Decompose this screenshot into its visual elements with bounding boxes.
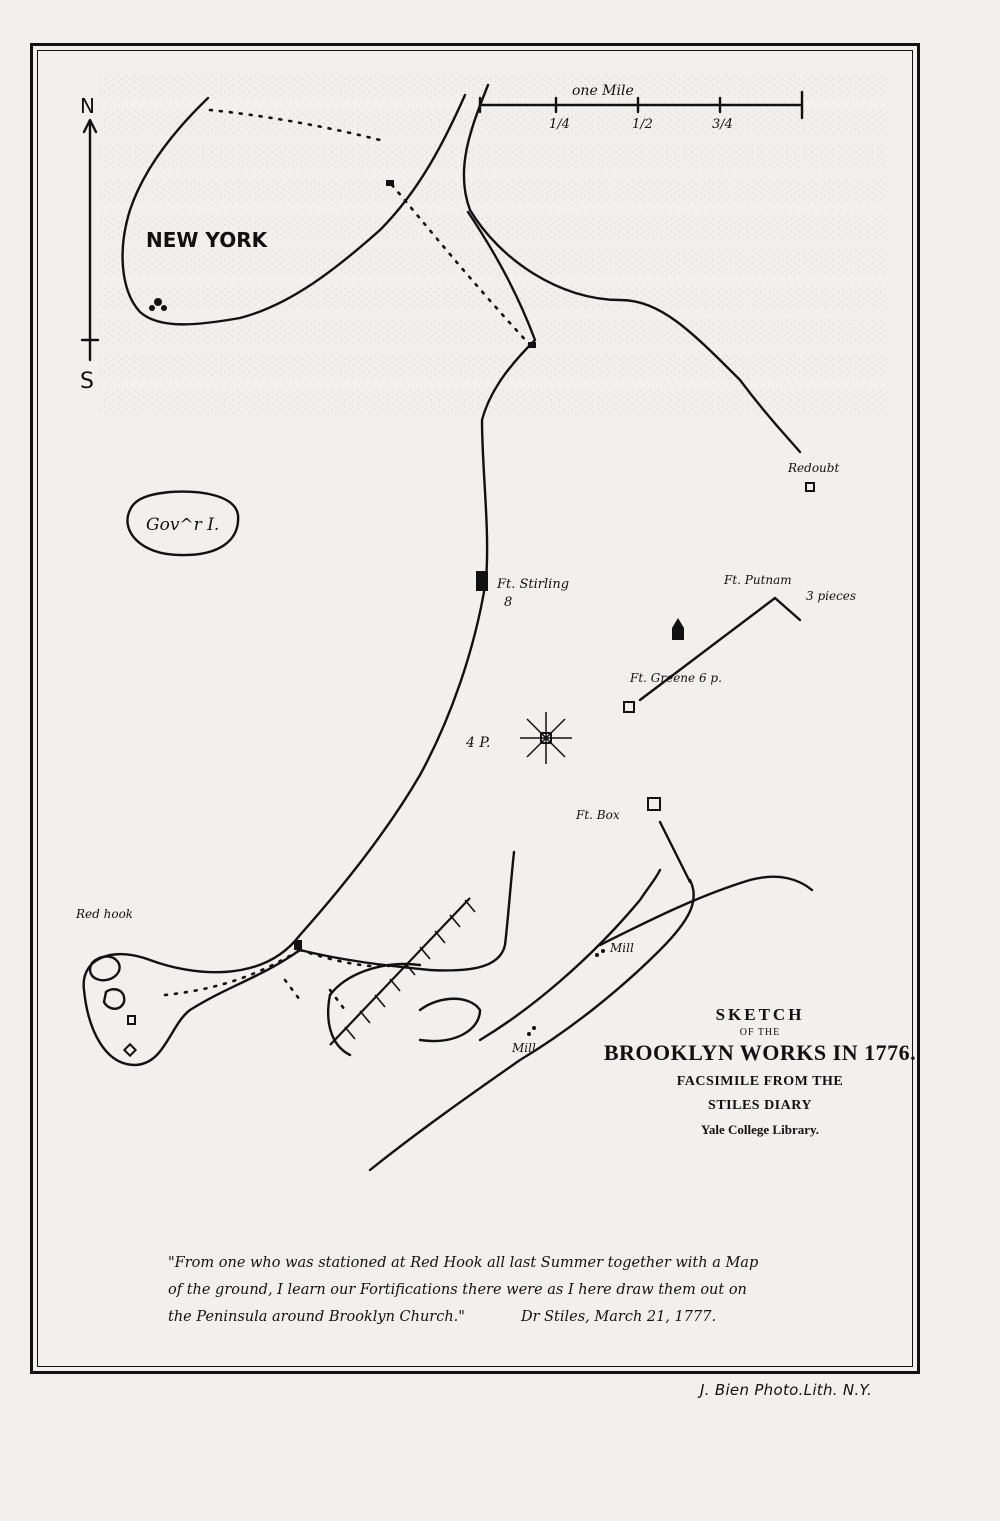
compass-south: S [80,369,94,394]
title-facsimile: FACSIMILE FROM THE [676,1074,844,1089]
quote-signature: Dr Stiles, March 21, 1777. [520,1309,717,1325]
redoubt-square [806,483,814,491]
scale-tick-half: 1/2 [632,117,653,132]
four-p-sunburst [520,712,572,764]
label-four-p: 4 P. [466,735,491,751]
title-block [590,1005,930,1138]
south-shoreline [300,852,514,970]
brooklyn-church [672,618,684,640]
quote-line-3: the Peninsula around Brooklyn Church." [168,1309,465,1325]
label-fort-box: Ft. Box [576,808,620,822]
brooklyn-west-shore [84,212,535,1065]
scale-tick-three-quarter: 3/4 [712,117,733,132]
label-mill-upper: Mill [610,941,634,955]
compass-north: N [80,94,95,118]
label-stirling-guns: 8 [504,595,513,610]
quote-line-3-wrap [168,1304,858,1331]
lithographer-credit: J. Bien Photo.Lith. N.Y. [700,1381,873,1399]
red-hook-fort-2 [104,989,124,1009]
small-figures [149,298,605,1036]
label-governors-island: Gov^r I. [146,515,220,535]
fort-stirling-mark [476,571,488,591]
hill-2 [328,995,350,1055]
title-of-the: OF THE [739,1027,781,1038]
title-library: Yale College Library. [700,1122,820,1137]
label-putnam-guns: 3 pieces [806,589,857,603]
ferry-line-upper [210,110,380,140]
label-fort-putnam: Ft. Putnam [724,573,792,587]
quote-line-1: "From one who was stationed at Red Hook all last Summer together with a Map [168,1255,759,1271]
hill-3 [420,999,480,1041]
quote-line-2: of the ground, I learn our Fortifications there were as I here draw them out on [168,1282,747,1298]
fort-box-square [648,798,660,810]
stiles-quote [168,1250,858,1331]
title-stiles-diary: STILES DIARY [708,1098,812,1113]
ferry-line-lower [392,185,530,345]
title-brooklyn-works: BROOKLYN WORKS IN 1776. [603,1040,917,1065]
scale-label: one Mile [572,83,634,99]
manhattan-shoreline [123,95,465,324]
red-hook-fort [90,956,120,980]
brooklyn-shoreline [464,85,800,452]
label-mill-lower: Mill [512,1041,536,1055]
label-redoubt: Redoubt [788,461,840,475]
label-red-hook: Red hook [76,907,134,921]
fort-greene-square [624,702,634,712]
label-fort-greene: Ft. Greene 6 p. [630,671,722,685]
red-hook-square [124,1044,135,1055]
hill-dots [285,980,345,1010]
title-sketch: SKETCH [715,1005,805,1024]
label-fort-stirling: Ft. Stirling [497,577,570,592]
scale-tick-quarter: 1/4 [549,117,570,132]
label-new-york: NEW YORK [146,228,268,252]
